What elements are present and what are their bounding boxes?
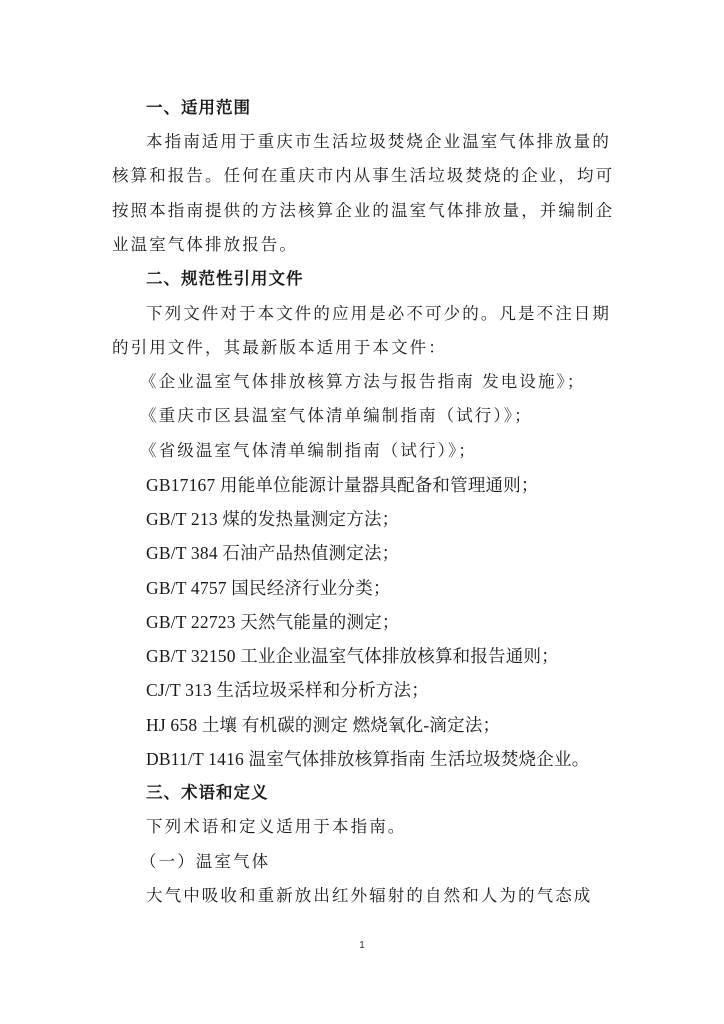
- body-text-line: 下列文件对于本文件的应用是必不可少的。凡是不注日期: [146, 304, 611, 323]
- section-heading-scope: 一、适用范围: [146, 98, 251, 117]
- reference-item: DB11/T 1416 温室气体排放核算指南 生活垃圾焚烧企业。: [146, 749, 590, 769]
- reference-item: GB/T 384 石油产品热值测定法；: [146, 543, 400, 563]
- reference-item: HJ 658 土壤 有机碳的测定 燃烧氧化-滴定法；: [146, 715, 501, 735]
- body-text-line: 本指南适用于重庆市生活垃圾焚烧企业温室气体排放量的: [146, 132, 611, 151]
- reference-item: GB17167 用能单位能源计量器具配备和管理通则；: [146, 475, 539, 495]
- subsection-heading: （一）温室气体: [140, 852, 271, 871]
- reference-item: GB/T 32150 工业企业温室气体排放核算和报告通则；: [146, 646, 559, 666]
- page-number: 1: [359, 940, 365, 951]
- body-text-line: 的引用文件，其最新版本适用于本文件：: [112, 338, 447, 357]
- reference-item: CJ/T 313 生活垃圾采样和分析方法；: [146, 680, 429, 700]
- section-heading-references: 二、规范性引用文件: [146, 269, 304, 288]
- reference-item: 《重庆市区县温室气体清单编制指南（试行）》；: [140, 406, 533, 425]
- body-text-line: 下列术语和定义适用于本指南。: [146, 817, 407, 836]
- reference-item: GB/T 213 煤的发热量测定方法；: [146, 509, 400, 529]
- section-heading-terms: 三、术语和定义: [146, 783, 269, 802]
- reference-item: GB/T 22723 天然气能量的测定；: [146, 612, 400, 632]
- body-text-line: 大气中吸收和重新放出红外辐射的自然和人为的气态成: [146, 886, 593, 905]
- reference-item: 《省级温室气体清单编制指南（试行）》；: [140, 441, 477, 460]
- body-text-line: 业温室气体排放报告。: [112, 235, 298, 254]
- reference-item: 《企业温室气体排放核算方法与报告指南 发电设施》；: [140, 372, 586, 391]
- body-text-line: 核算和报告。任何在重庆市内从事生活垃圾焚烧的企业，均可: [112, 166, 615, 185]
- body-text-line: 按照本指南提供的方法核算企业的温室气体排放量，并编制企: [112, 201, 615, 220]
- reference-item: GB/T 4757 国民经济行业分类；: [146, 578, 391, 598]
